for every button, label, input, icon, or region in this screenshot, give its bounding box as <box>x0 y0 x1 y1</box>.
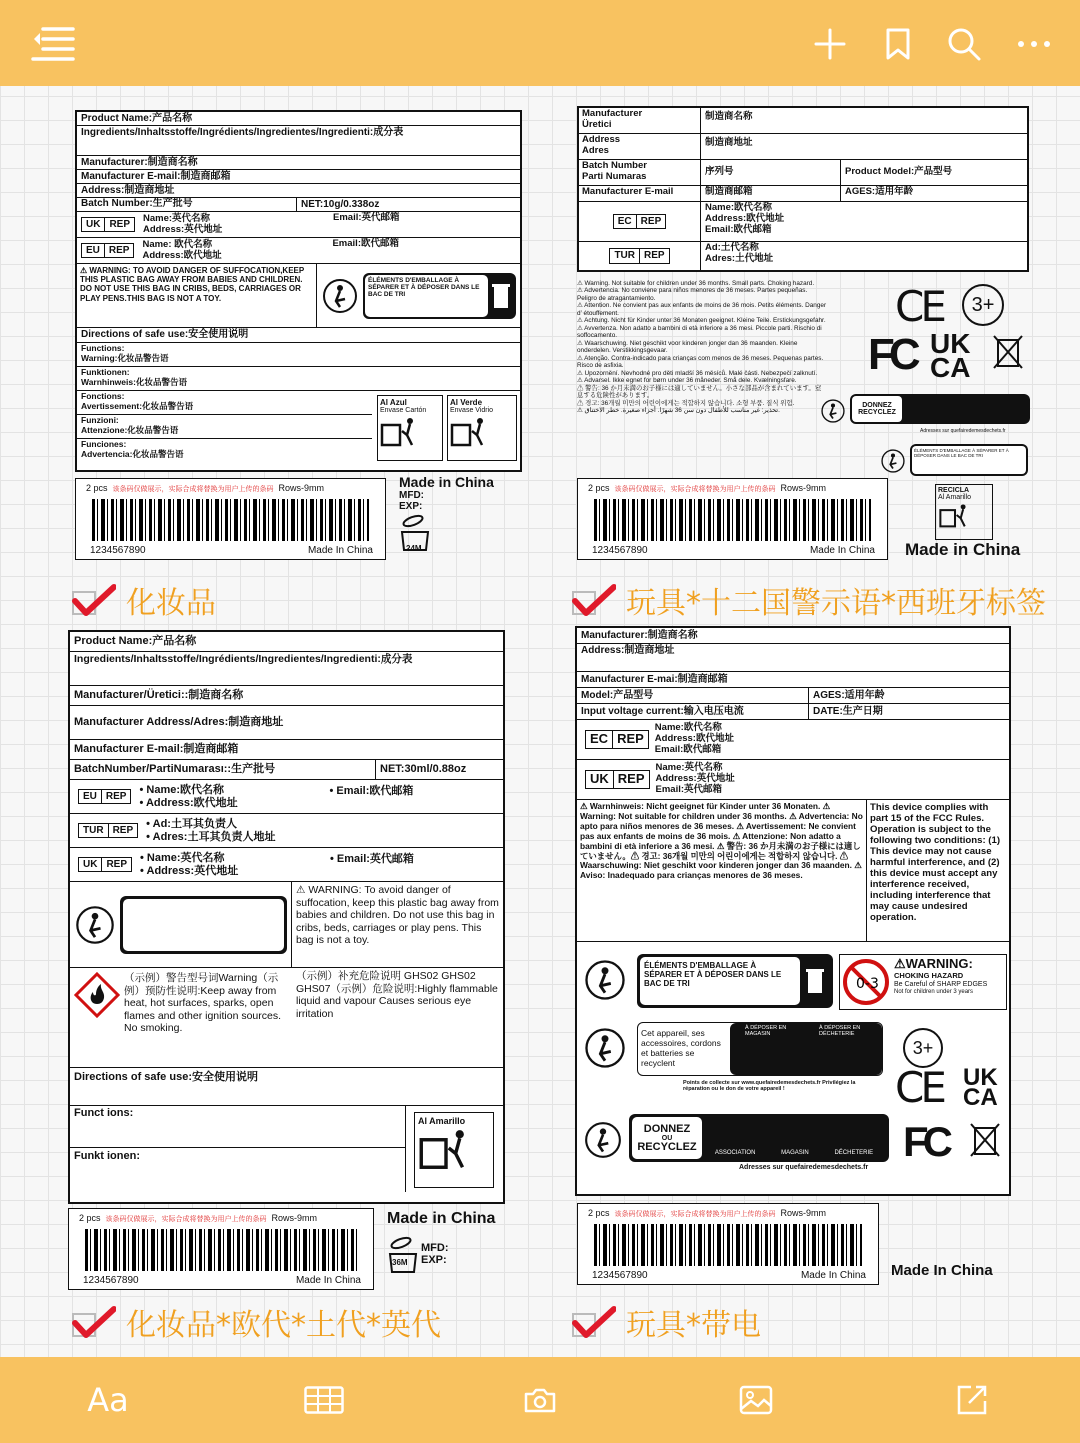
warning-line: ⚠ Upozornění. Nevhodné pro děti mladší 36 měsíců. Malé části. Nebezpečí zalknutí. <box>577 369 818 377</box>
functions-row-1: Functions: Warning:化妆品警告语 <box>77 343 520 367</box>
amarillo-bin: Al Amarillo <box>414 1112 494 1188</box>
fr-sort-panel-2: ÉLÉMENTS D'EMBALLAGE À SÉPARER ET À DÉPOSER DANS LE BAC DE TRI <box>880 444 1030 478</box>
eu-rep-mark: EU REP <box>81 243 134 259</box>
warning-line: ⚠ Achtung. Nicht für Kinder unter 36 Monaten geeignet. Kleine Teile. Erstickungsgefahr. <box>577 317 826 325</box>
donnez-block: DONNEZ OU RECYCLEZ ASSOCIATION MAGASIN DÉCHETERIE Adresses sur quefairedemesdechets.fr <box>583 1114 889 1174</box>
ce-mark: CE <box>895 1063 943 1112</box>
uk-rep-row <box>77 212 520 238</box>
verde-bin: Al Verde Envase Vidrio <box>447 395 517 461</box>
ingredients-row: Ingredients/Inhaltsstoffe/Ingrédients/Ingredientes/Ingredienti:成分表 <box>77 126 520 156</box>
top-toolbar <box>0 0 1080 86</box>
product-name-row: Product Name:产品名称 <box>77 112 520 126</box>
caption-toy-12-lang: 玩具*十二国警示语*西班牙标签 <box>572 578 1046 622</box>
azul-bin: Al Azul Envase Cartón <box>377 395 443 461</box>
batch-row: Batch Number Parti Numaras 序列号 Product Model:产品型号 <box>579 160 1027 186</box>
uk-address: Address:英代地址 <box>143 223 223 235</box>
barcode-panel-3: 2 pcs 该条码仅做展示，实际合成将替换为用户上传的条码 Rows-9mm 1234567890 Made In China <box>68 1208 374 1290</box>
camera-icon[interactable] <box>510 1370 570 1430</box>
uk-rep-mark: UK REP <box>585 770 650 789</box>
donnez-panel: DONNEZ RECYCLEZ Adresses sur quefairedemesdechets.fr <box>820 394 1032 428</box>
warning-row <box>77 264 520 328</box>
tr-rep-row: TUR REP • Ad:土耳其负责人 • Adres:土耳其负责人地址 <box>70 814 503 848</box>
address-row: Address:制造商地址 <box>577 644 1009 672</box>
eu-rep-row: EU REP • Name:欧代名称 • Address:欧代地址 • Email:欧代邮箱 <box>70 780 503 814</box>
fr-sort-panel <box>363 273 516 319</box>
email-row: Manufacturer E-mail:制造商邮箱 <box>70 740 503 760</box>
table-icon[interactable] <box>294 1370 354 1430</box>
triman-icon <box>321 277 359 315</box>
barcode-panel-4: 2 pcs 该条码仅做展示，实际合成将替换为用户上传的条码 Rows-9mm 1234567890 Made In China <box>577 1203 879 1285</box>
triman-block <box>70 882 292 967</box>
fcc-logo: FC <box>903 1118 947 1165</box>
warning-line: ⚠ Attention. Ne convient pas aux enfants de moins de 36 mois. Petits éléments. Danger d’ étouffement. <box>577 302 827 317</box>
multi-language-warnings: ⚠ Warnhinweis: Nicht geeignet für Kinder unter 36 Monaten. ⚠ Warning: Not suitable for children under 36 months. ⚠ Advertencia: No apto para niños menores de 36 meses. ⚠ Avertissement: Ne convient pas aux enfants de moins de 36 mois. ⚠ Attenzione: Non adatto a bambini di età inferiore a 36 mesi. ⚠ 警告: 36 か月未満のお子様には適していません。⚠ 경고: 36개월 미만의 어린이에게는 적합하지 않습니다. ⚠ Waarschuwing: Niet geschikt voor kinderen jonger dan 36 maanden. ⚠ Aviso: Inadequado para crianças menores de 36 meses. <box>577 800 867 941</box>
fcc-logo: FC <box>868 330 915 379</box>
checkbox-icon <box>572 1305 616 1339</box>
warnings-12-languages <box>577 280 827 468</box>
tr-rep-row: TUR REP Ad:土代名称 Adres:土代地址 <box>579 242 1027 270</box>
bookmark-icon[interactable] <box>878 24 918 64</box>
triman-block <box>317 264 520 327</box>
functions-row-4: Funzioni: Attenzione:化妆品警告语 <box>77 415 372 439</box>
choking-warning-box: 0-3 ⚠WARNING: CHOKING HAZARD Be Careful of SHARP EDGES Not for children under 3 years <box>839 954 1007 1010</box>
ec-rep-mark: EC REP <box>613 214 666 230</box>
batch-row: BatchNumber/PartiNumarası::生产批号 NET:30ml/0.88oz <box>70 760 503 780</box>
made-block-3: Made in China MFD: EXP: 36M <box>387 1210 495 1274</box>
tr-rep-mark: TUR REP <box>78 823 138 839</box>
warning-line: ⚠ 경고: 36개월 미만의 어린이에게는 적합하지 않습니다. 소형 부품. 질식 위험. <box>577 399 795 407</box>
functions-row-3: Fonctions: Avertissement:化妆品警告语 <box>77 391 372 415</box>
marks-area <box>577 942 1009 1180</box>
eu-address: Address:欧代地址 <box>142 249 222 261</box>
checkbox-icon <box>72 1305 116 1339</box>
warning-line: ⚠ Advarsel. Ikke egnet for børn under 36 måneder. Små dele. Kvælningsfare. <box>577 377 797 385</box>
search-icon[interactable] <box>944 24 984 64</box>
functions-row-2: Funktionen: Warnhinweis:化妆品警告语 <box>77 367 520 391</box>
warning-line: ⚠ Warning. Not suitable for children under 36 months. Small parts. Choking hazard. <box>577 280 815 287</box>
made-in-china-4: Made In China <box>891 1262 993 1279</box>
directions-row: Directions of safe use:安全使用说明 <box>77 328 520 343</box>
made-block-1: Made in China MFD: EXP: 24M <box>399 474 494 553</box>
email-row: Manufacturer E-mai:制造商邮箱 <box>577 672 1009 688</box>
batch-number: Batch Number:生产批号 <box>77 198 297 211</box>
no-small-parts-icon <box>842 958 890 1006</box>
functions-row-5: Funciones: Advertencia:化妆品警告语 <box>81 439 184 459</box>
bottom-toolbar <box>0 1357 1080 1443</box>
export-icon[interactable] <box>942 1370 1002 1430</box>
warning-title: ⚠WARNING: <box>894 956 973 971</box>
svg-text:0-3: 0-3 <box>856 976 879 992</box>
age-3plus-icon: 3+ <box>903 1028 943 1068</box>
warnings-fcc-row <box>577 800 1009 942</box>
ec-rep-mark: EC REP <box>585 730 649 749</box>
warning-line: ⚠ Waarschuwing. Niet geschikt voor kinderen jonger dan 36 maanden. Kleine onderdelen. Verstikkingsgevaar. <box>577 339 798 355</box>
more-icon[interactable] <box>1014 24 1054 64</box>
batch-row <box>77 198 520 212</box>
manufacturer-email-row: Manufacturer E-mail:制造商邮箱 <box>77 170 520 184</box>
bin-icon <box>488 283 514 309</box>
functions-block: Funct ions: Funkt ionen: Al Amarillo <box>70 1106 503 1192</box>
email-row: Manufacturer E-mail 制造商邮箱 AGES:适用年龄 <box>579 186 1027 202</box>
ghs-row: （示例）警告型号词Warning（示例）预防性说明:Keep away from heat, hot surfaces, sparks, open flames and other ignition sources. No smoking. （示例）补充危险说明 GHS02 GHS02 GHS07（示例）危险说明:Highly flammable liquid and vapour Causes serious eye irritation <box>70 968 503 1068</box>
eu-rep-row <box>77 238 520 264</box>
fr-sort-text: ÉLÉMENTS D'EMBALLAGE À SÉPARER ET À DÉPOSER DANS LE BAC DE TRI <box>365 275 488 317</box>
manufacturer-row: Manufacturer:制造商名称 <box>577 628 1009 644</box>
weee-bin-icon <box>969 1120 1001 1164</box>
barcode-panel-1: 2 pcs 该条码仅做展示，实际合成将替换为用户上传的条码 Rows-9mm 1234567890 Made In China <box>75 478 386 560</box>
uk-rep-mark: UK REP <box>78 857 132 873</box>
made-in-china-2: Made in China <box>905 540 1021 559</box>
image-icon[interactable] <box>726 1370 786 1430</box>
toy-label <box>577 106 1029 272</box>
model-row: Model:产品型号 AGES:适用年龄 <box>577 688 1009 704</box>
address-row: Address Adres 制造商地址 <box>579 134 1027 160</box>
caption-cosmetics: 化妆品 <box>72 578 216 622</box>
address-row: Address:制造商地址 <box>77 184 520 198</box>
manufacturer-row: Manufacturer:制造商名称 <box>77 156 520 170</box>
weee-bin-icon <box>992 332 1024 377</box>
eu-email: Email:欧代邮箱 <box>332 238 399 249</box>
fcc-statement: This device complies with part 15 of the FCC Rules. Operation is subject to the following two conditions: (1) This device may not cause harmful interference, and (2) this device must accept any interference received, including interference that may cause undesired operation. <box>870 802 1001 924</box>
warning-line: ⚠ 警告: 36 か月未満のお子様には適していません。小さな部品が含まれています。窒息する危険性があります。 <box>577 384 822 400</box>
uk-rep-row: UK REP Name:英代名称 Address:英代地址 Email:英代邮箱 <box>577 760 1009 800</box>
warning-line: ⚠ تحذير: غير مناسب للأطفال دون سن 36 شهرًا. أجزاء صغيرة. خطر الاختناق. <box>577 407 780 415</box>
warning-line: ⚠ Advertencia. No conviene para niños menores de 36 meses. Partes pequeñas. Peligro de atragantamiento. <box>577 287 808 302</box>
directions-row: Directions of safe use:安全使用说明 <box>70 1068 503 1106</box>
recicla-bin: RECICLA Al Amarillo <box>935 484 993 540</box>
font-format-button[interactable]: Aa <box>87 1381 129 1419</box>
functions-lower <box>77 391 520 463</box>
manufacturer-row: Manufacturer Üretici 制造商名称 <box>579 108 1027 134</box>
electric-toy-label <box>575 626 1011 1196</box>
plus-icon[interactable] <box>810 24 850 64</box>
product-name-row: Product Name:产品名称 <box>70 632 503 652</box>
cosmetics-rep-label <box>68 630 505 1204</box>
uk-rep-mark: UK REP <box>81 217 135 233</box>
menu-icon[interactable] <box>30 22 76 64</box>
ghs-flame-icon <box>74 972 120 1018</box>
age-3plus-icon: 3+ <box>962 284 1004 326</box>
fr-sort-block: ÉLÉMENTS D'EMBALLAGE À SÉPARER ET À DÉPOSER DANS LE BAC DE TRI <box>583 954 833 1010</box>
cosmetics-label <box>75 110 522 472</box>
ec-rep-row: EC REP Name:欧代名称 Address:欧代地址 Email:欧代邮箱 <box>577 720 1009 760</box>
ce-mark: CE <box>895 282 943 331</box>
warning-line: ⚠ Avvertenza. Non adatto a bambini di età inferiore a 36 mesi. Piccole parti. Rischio di soffocamento. <box>577 324 822 340</box>
checkbox-icon <box>572 583 616 617</box>
checkbox-icon <box>72 583 116 617</box>
bag-warning: ⚠ WARNING: TO AVOID DANGER OF SUFFOCATION,KEEP THIS PLASTIC BAG AWAY FROM BABIES AND CHILDREN. DO NOT USE THIS BAG IN CRIBS, BEDS, CARRIAGES OR PLAY PENS.THIS BAG IS NOT A TOY. <box>77 264 317 327</box>
manufacturer-row: Manufacturer/Üretici::制造商名称 <box>70 686 503 706</box>
barcode-bars <box>92 499 369 541</box>
caption-electric-toy: 玩具*带电 <box>572 1300 761 1344</box>
caption-cosmetics-reps: 化妆品*欧代*土代*英代 <box>72 1300 441 1344</box>
address-row: Manufacturer Address/Adres:制造商地址 <box>70 706 503 740</box>
barcode-panel-2: 2 pcs 该条码仅做展示，实际合成将替换为用户上传的条码 Rows-9mm 1234567890 Made In China <box>577 478 888 560</box>
pao-jar-icon <box>387 1234 419 1274</box>
uk-email: Email:英代邮箱 <box>333 212 400 223</box>
weee-fr-block: Cet appareil, ses accessoires, cordons et batteries se recyclent À DÉPOSER EN MAGASIN À DÉPOSER EN DÉCHETERIE Points de collecte sur www.quefairedemesdechets.fr Privilégiez la réparation ou le don de votre appareil ! <box>583 1022 883 1106</box>
ingredients-row: Ingredients/Inhaltsstoffe/Ingrédients/Ingredientes/Ingredienti:成分表 <box>70 652 503 686</box>
warning-line: ⚠ Atenção. Contra-indicado para crianças com menos de 36 meses. Pequenas partes. Risco de asfixia. <box>577 354 824 370</box>
net-weight: NET:10g/0.338oz <box>301 198 380 210</box>
tr-rep-mark: TUR REP <box>609 248 669 264</box>
input-row: Input voltage current:输入电压电流 DATE:生产日期 <box>577 704 1009 720</box>
eu-rep-mark: EU REP <box>78 789 131 805</box>
ukca-mark: UK CA <box>930 328 971 383</box>
ukca-mark: UK CA <box>963 1064 998 1112</box>
uk-name: Name:英代名称 <box>143 212 211 224</box>
uk-rep-row: UK REP • Name:英代名称 • Address:英代地址 • Email:英代邮箱 <box>70 848 503 882</box>
warning-row <box>70 882 503 968</box>
bag-warning: ⚠ WARNING: To avoid danger of suffocation, keep this plastic bag away from babies and children. Do not use this bag in cribs, beds, carriages or play pens. This bag is not a toy. <box>296 884 499 947</box>
ec-rep-row: EC REP Name:欧代名称 Address:欧代地址 Email:欧代邮箱 <box>579 202 1027 242</box>
eu-name: Name: 欧代名称 <box>142 238 213 250</box>
